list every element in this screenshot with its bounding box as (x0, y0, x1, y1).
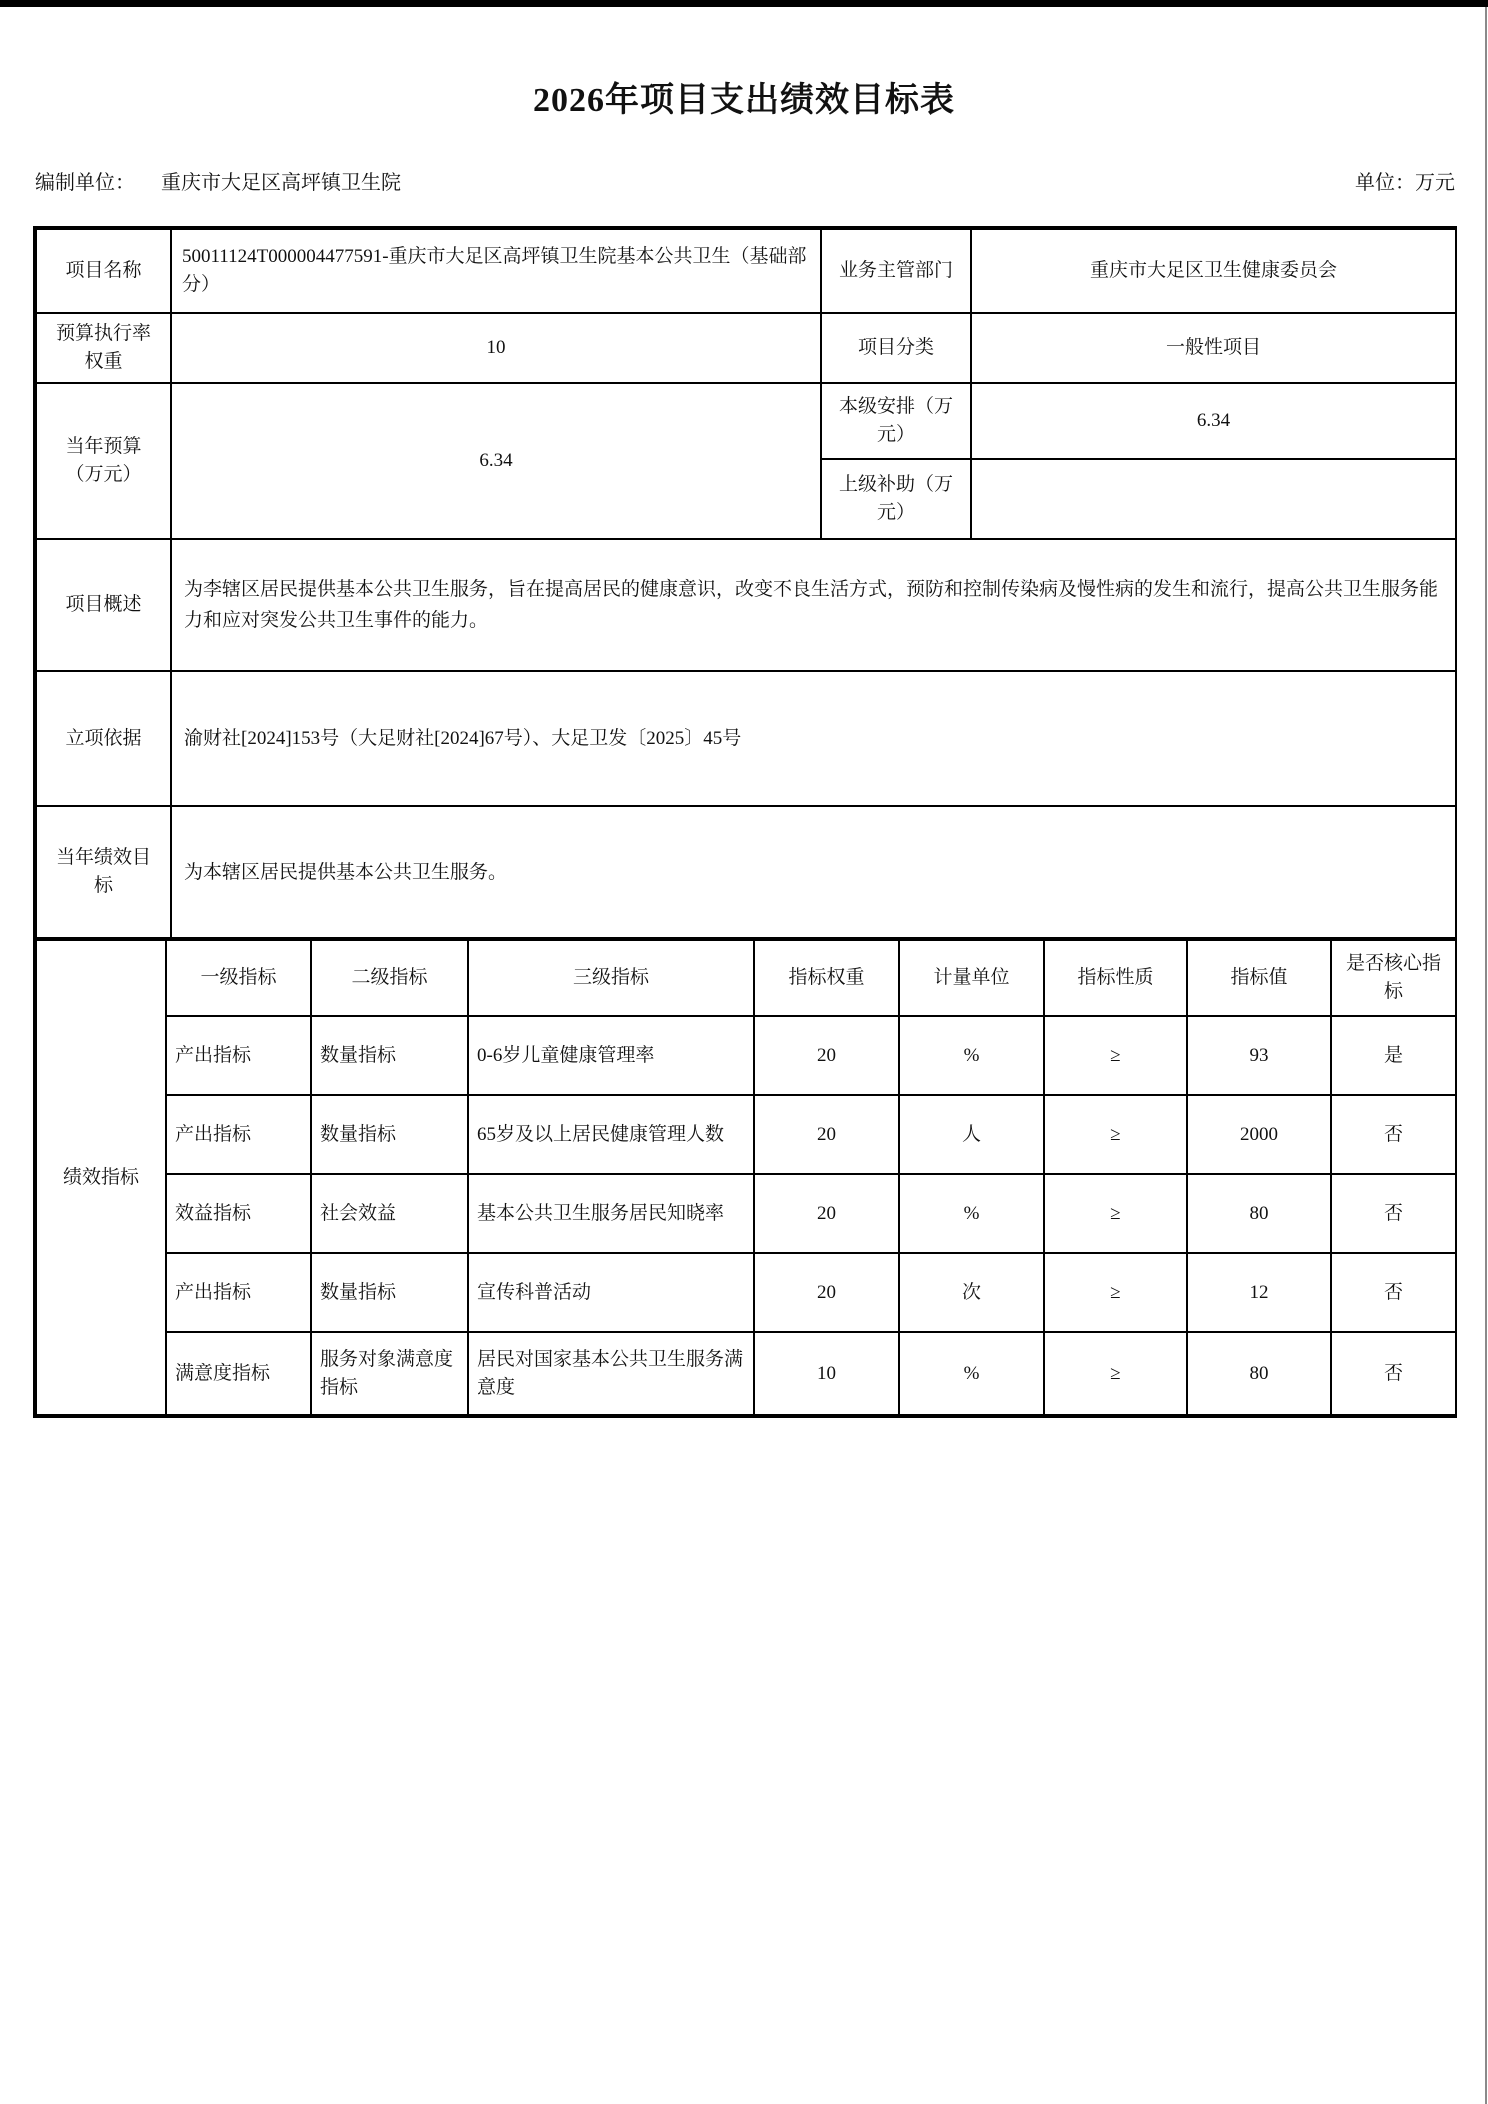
header-nature: 指标性质 (1044, 940, 1187, 1016)
goal-label: 当年绩效目标 (36, 806, 171, 938)
indicators-section-label: 绩效指标 (36, 940, 166, 1415)
project-category-label: 项目分类 (821, 313, 971, 383)
level3-indicator: 65岁及以上居民健康管理人数 (468, 1095, 754, 1174)
indicator-is-core: 是 (1331, 1016, 1456, 1095)
dept-label: 业务主管部门 (821, 229, 971, 313)
indicator-nature: ≥ (1044, 1095, 1187, 1174)
indicator-unit: % (899, 1174, 1044, 1253)
indicator-is-core: 否 (1331, 1332, 1456, 1415)
level3-indicator: 居民对国家基本公共卫生服务满意度 (468, 1332, 754, 1415)
table-row (36, 671, 1456, 806)
level3-indicator: 0-6岁儿童健康管理率 (468, 1016, 754, 1095)
indicator-weight: 10 (754, 1332, 899, 1415)
indicator-row (36, 1174, 1456, 1253)
indicator-weight: 20 (754, 1174, 899, 1253)
level1-indicator: 产出指标 (166, 1095, 311, 1174)
level1-indicator: 效益指标 (166, 1174, 311, 1253)
indicator-weight: 20 (754, 1253, 899, 1332)
indicator-row (36, 1095, 1456, 1174)
indicator-is-core: 否 (1331, 1253, 1456, 1332)
table-row (36, 383, 1456, 459)
goal-value: 为本辖区居民提供基本公共卫生服务。 (171, 806, 1456, 938)
indicator-row (36, 1332, 1456, 1415)
upper-subsidy-value (971, 459, 1456, 539)
performance-target-table (33, 226, 1457, 1418)
prepared-by-value: 重庆市大足区高坪镇卫生院 (161, 172, 401, 194)
prepared-by (35, 166, 401, 195)
basis-value: 渝财社[2024]153号（大足财社[2024]67号）、大足卫发〔2025〕45号 (171, 671, 1456, 806)
indicator-row (36, 1253, 1456, 1332)
level3-indicator: 宣传科普活动 (468, 1253, 754, 1332)
overview-label: 项目概述 (36, 539, 171, 671)
indicator-value: 2000 (1187, 1095, 1331, 1174)
indicator-unit: 次 (899, 1253, 1044, 1332)
local-arrange-value: 6.34 (971, 383, 1456, 459)
indicators-table (35, 939, 1457, 1416)
table-row (36, 313, 1456, 383)
header-weight: 指标权重 (754, 940, 899, 1016)
indicator-unit: % (899, 1016, 1044, 1095)
level2-indicator: 社会效益 (311, 1174, 468, 1253)
level1-indicator: 产出指标 (166, 1016, 311, 1095)
indicator-row (36, 1016, 1456, 1095)
project-info-table (35, 228, 1457, 939)
level3-indicator: 基本公共卫生服务居民知晓率 (468, 1174, 754, 1253)
indicator-value: 93 (1187, 1016, 1331, 1095)
upper-subsidy-label: 上级补助（万元） (821, 459, 971, 539)
page-right-edge-line (1485, 7, 1487, 2104)
level2-indicator: 数量指标 (311, 1016, 468, 1095)
table-row (36, 229, 1456, 313)
local-arrange-label: 本级安排（万元） (821, 383, 971, 459)
level2-indicator: 数量指标 (311, 1253, 468, 1332)
unit-note: 单位：万元 (1355, 172, 1455, 194)
indicator-value: 80 (1187, 1174, 1331, 1253)
indicator-value: 12 (1187, 1253, 1331, 1332)
table-row (36, 539, 1456, 671)
indicator-unit: % (899, 1332, 1044, 1415)
level1-indicator: 产出指标 (166, 1253, 311, 1332)
header-value: 指标值 (1187, 940, 1331, 1016)
indicator-nature: ≥ (1044, 1253, 1187, 1332)
level2-indicator: 服务对象满意度指标 (311, 1332, 468, 1415)
indicator-weight: 20 (754, 1016, 899, 1095)
indicator-nature: ≥ (1044, 1174, 1187, 1253)
header-level2: 二级指标 (311, 940, 468, 1016)
header-level1: 一级指标 (166, 940, 311, 1016)
annual-budget-label: 当年预算（万元） (36, 383, 171, 539)
level2-indicator: 数量指标 (311, 1095, 468, 1174)
project-category-value: 一般性项目 (971, 313, 1456, 383)
indicator-value: 80 (1187, 1332, 1331, 1415)
indicator-is-core: 否 (1331, 1174, 1456, 1253)
annual-budget-value: 6.34 (171, 383, 821, 539)
header-is-core: 是否核心指标 (1331, 940, 1456, 1016)
indicator-is-core: 否 (1331, 1095, 1456, 1174)
budget-exec-weight-label: 预算执行率权重 (36, 313, 171, 383)
project-name-value: 50011124T000004477591-重庆市大足区高坪镇卫生院基本公共卫生（基础部分） (171, 229, 821, 313)
budget-exec-weight-value: 10 (171, 313, 821, 383)
meta-row (35, 166, 1455, 195)
basis-label: 立项依据 (36, 671, 171, 806)
project-name-label: 项目名称 (36, 229, 171, 313)
indicator-nature: ≥ (1044, 1332, 1187, 1415)
page-title: 2026年项目支出绩效目标表 (533, 82, 955, 119)
indicator-weight: 20 (754, 1095, 899, 1174)
overview-value: 为李辖区居民提供基本公共卫生服务，旨在提高居民的健康意识，改变不良生活方式，预防和控制传染病及慢性病的发生和流行，提高公共卫生服务能力和应对突发公共卫生事件的能力。 (171, 539, 1456, 671)
prepared-by-label: 编制单位： (35, 172, 135, 194)
table-row (36, 806, 1456, 938)
indicator-unit: 人 (899, 1095, 1044, 1174)
header-level3: 三级指标 (468, 940, 754, 1016)
top-black-bar (0, 0, 1488, 7)
dept-value: 重庆市大足区卫生健康委员会 (971, 229, 1456, 313)
header-unit: 计量单位 (899, 940, 1044, 1016)
indicator-nature: ≥ (1044, 1016, 1187, 1095)
indicators-header-row (36, 940, 1456, 1016)
level1-indicator: 满意度指标 (166, 1332, 311, 1415)
